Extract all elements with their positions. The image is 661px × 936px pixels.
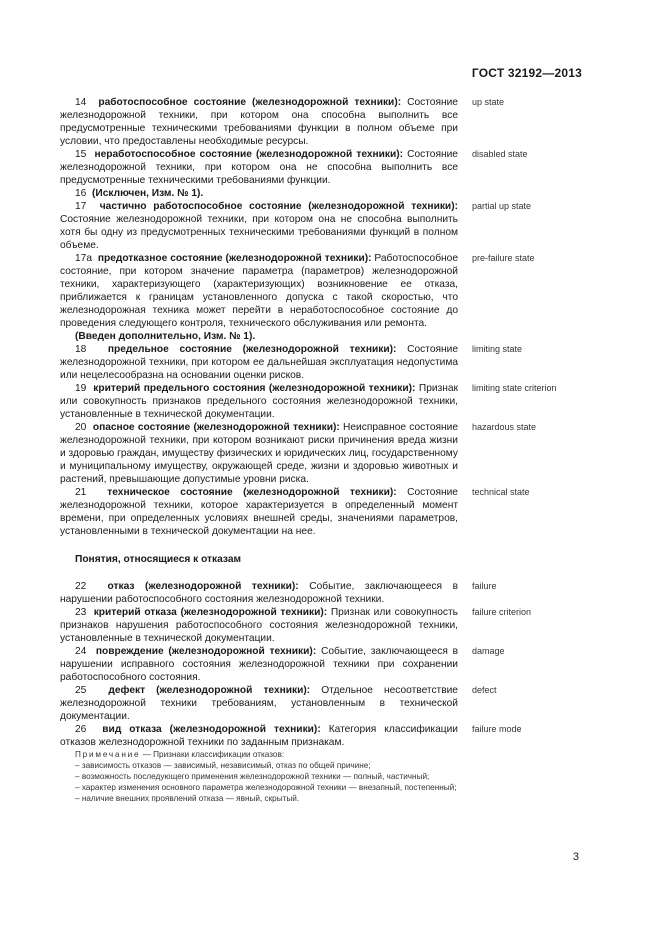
term-definition: Работоспособное состояние, при котором значение параметра (параметров) железнодорожной техники, характеризующего (характеризующих) возникновение ее отказа, приближается к границам установленного допуска с такой скоростью, что железнодорожная техника может перейти в неработоспособное состояние до проведения следующего контроля, технического обслуживания или ремонта. xyxy=(60,253,458,329)
english-equivalent: failure xyxy=(472,581,497,591)
note-item: – зависимость отказов — зависимый, независимый, отказ по общей причине; xyxy=(75,761,371,770)
term-entry-25: 25 дефект (железнодорожной техники): Отдельное несоответствие железнодорожной техники требованиям, установленным в технической документации. defect xyxy=(60,684,458,723)
term-entry-26: 26 вид отказа (железнодорожной техники): Категория классификации отказов железнодорожной техники по заданным признакам. failure mode xyxy=(60,723,458,749)
note-intro: — Признаки классификации отказов: xyxy=(140,750,285,759)
page-number: 3 xyxy=(572,851,579,863)
term-definition: Категория классификации отказов железнодорожной техники по заданным признакам. xyxy=(60,724,458,748)
term-definition: Признак или совокупность признаков предельного состояния железнодорожной техники, установленные в технической документации. xyxy=(60,383,458,420)
term-entry-22: 22 отказ (железнодорожной техники): Событие, заключающееся в нарушении работоспособного состояния железнодорожной техники. failure xyxy=(60,580,458,606)
term-definition: Событие, заключающееся в нарушении исправного состояния железнодорожной техники при сохранении работоспособного состояния. xyxy=(60,646,458,683)
term-definition: Состояние железнодорожной техники, при котором она способна выполнить все предусмотренные техническими требованиями функции в полном объеме при условии, что предоставлены необходимые ресурсы. xyxy=(60,97,458,147)
term-definition: Отдельное несоответствие железнодорожной техники требованиям, установленным в технической документации. xyxy=(60,685,458,722)
term-entry-17a: 17a предотказное состояние (железнодорожной техники): Работоспособное состояние, при котором значение параметра (параметров) железнодорожной техники, характеризующего (характеризующих) возникновение ее отказа, приближается к границам установленного допуска с такой скоростью, что железнодорожная техника может перейти в неработоспособное состояние до проведения следующего контроля, технического обслуживания или ремонта. pre-failure state xyxy=(60,252,458,330)
term-entry-19: 19 критерий предельного состояния (железнодорожной техники): Признак или совокупность признаков предельного состояния железнодорожной техники, установленные в технической документации. limiting state criterion xyxy=(60,382,458,421)
term-entry-24: 24 повреждение (железнодорожной техники): Событие, заключающееся в нарушении исправного состояния железнодорожной техники при сохранении работоспособного состояния. damage xyxy=(60,645,458,684)
term-title: работоспособное состояние (железнодорожной техники): xyxy=(98,97,402,108)
english-equivalent: defect xyxy=(472,685,497,695)
classification-note xyxy=(60,749,458,804)
term-entry-21: 21 техническое состояние (железнодорожной техники): Состояние железнодорожной техники, которое характеризуется в определенный момент времени, при определенных условиях внешней среды, значениями параметров, установленными в технической документации на нее. technical state xyxy=(60,486,458,538)
english-equivalent: pre-failure state xyxy=(472,253,535,263)
english-equivalent: partial up state xyxy=(472,201,532,211)
english-equivalent: failure mode xyxy=(472,724,522,734)
term-title: предотказное состояние (железнодорожной техники): xyxy=(97,253,372,264)
term-title: отказ (железнодорожной техники): xyxy=(107,581,299,592)
note-item: – характер изменения основного параметра железнодорожной техники — внезапный, постепенный; xyxy=(75,783,457,792)
term-title: частично работоспособное состояние (железнодорожной техники): xyxy=(99,201,458,212)
term-entry-17: 17 частично работоспособное состояние (железнодорожной техники): Состояние железнодорожной техники, при котором она не способна выполнить хотя бы одну из предусмотренных техническими требованиями функций в полном объеме. partial up state xyxy=(60,200,458,252)
term-title: неработоспособное состояние (железнодорожной техники): xyxy=(94,149,404,160)
term-entry-16: 16 (Исключен, Изм. № 1). xyxy=(75,188,204,199)
term-definition: Состояние железнодорожной техники, при котором она не способна выполнить хотя бы одну из предусмотренных техническими требованиями функций в полном объеме. xyxy=(60,214,458,251)
standard-designation: ГОСТ 32192—2013 xyxy=(471,66,582,80)
term-definition: Неисправное состояние железнодорожной техники, при котором возникают риски причинения вреда жизни и здоровью граждан, имуществу физических и юридических лиц, государственному и муниципальному имуществу, окружающей среде, жизни и здоровью животных и растений, превышающие допустимые уровни риска. xyxy=(60,422,458,485)
english-equivalent: up state xyxy=(472,97,505,107)
english-equivalent: failure criterion xyxy=(472,607,532,617)
term-entry-14: 14 работоспособное состояние (железнодорожной техники): Состояние железнодорожной техники, при котором она способна выполнить все предусмотренные техническими требованиями функции в полном объеме при условии, что предоставлены необходимые ресурсы. up state xyxy=(60,96,458,148)
note-item: – возможность последующего применения железнодорожной техники — полный, частичный; xyxy=(75,772,430,781)
term-title: критерий отказа (железнодорожной техники): xyxy=(93,607,328,618)
term-title: вид отказа (железнодорожной техники): xyxy=(102,724,321,735)
note-label: Примечание xyxy=(75,750,141,759)
term-title: дефект (железнодорожной техники): xyxy=(108,685,311,696)
english-equivalent: technical state xyxy=(472,487,530,497)
term-entry-20: 20 опасное состояние (железнодорожной техники): Неисправное состояние железнодорожной техники, при котором возникают риски причинения вреда жизни и здоровью граждан, имуществу физических и юридических лиц, государственному и муниципальному имуществу, окружающей среде, жизни и здоровью животных и растений, превышающие допустимые уровни риска. hazardous state xyxy=(60,421,458,486)
term-definition: Признак или совокупность признаков нарушения работоспособного состояния железнодорожной техники, установленные в технической документации. xyxy=(60,607,458,644)
section-title: Понятия, относящиеся к отказам xyxy=(75,554,242,565)
term-title: техническое состояние (железнодорожной техники): xyxy=(107,487,397,498)
term-definition: Состояние железнодорожной техники, при котором она не способна выполнить все предусмотренные техническими требованиями функции. xyxy=(60,149,458,186)
english-equivalent: hazardous state xyxy=(472,422,537,432)
term-entry-18: 18 предельное состояние (железнодорожной техники): Состояние железнодорожной техники, при котором ее дальнейшая эксплуатация недопустима или нецелесообразна на основании оценки рисков. limiting state xyxy=(60,343,458,382)
term-title: опасное состояние (железнодорожной техники): xyxy=(92,422,340,433)
term-title: критерий предельного состояния (железнодорожной техники): xyxy=(93,383,416,394)
term-title: повреждение (железнодорожной техники): xyxy=(95,646,317,657)
term-title: (Исключен, Изм. № 1). xyxy=(92,188,204,199)
term-entry-23: 23 критерий отказа (железнодорожной техники): Признак или совокупность признаков нарушения работоспособного состояния железнодорожной техники, установленные в технической документации. failure criterion xyxy=(60,606,458,645)
english-equivalent: limiting state xyxy=(472,344,523,354)
english-equivalent: damage xyxy=(472,646,505,656)
term-definition: Состояние железнодорожной техники, которое характеризуется в определенный момент времени, при определенных условиях внешней среды, значениями параметров, установленными в технической документации на нее. xyxy=(60,487,458,537)
english-equivalent: disabled state xyxy=(472,149,528,159)
term-definition: Событие, заключающееся в нарушении работоспособного состояния железнодорожной техники. xyxy=(60,581,458,605)
note-item: – наличие внешних проявлений отказа — явный, скрытый. xyxy=(75,794,300,803)
term-entry-15: 15 неработоспособное состояние (железнодорожной техники): Состояние железнодорожной техники, при котором она не способна выполнить все предусмотренные техническими требованиями функции. disabled state xyxy=(60,148,458,187)
term-title: предельное состояние (железнодорожной техники): xyxy=(107,344,397,355)
document-body xyxy=(60,96,557,804)
amendment-note: (Введен дополнительно, Изм. № 1). xyxy=(75,331,256,342)
english-equivalent: limiting state criterion xyxy=(472,383,557,393)
term-definition: Состояние железнодорожной техники, при котором ее дальнейшая эксплуатация недопустима или нецелесообразна на основании оценки рисков. xyxy=(60,344,458,381)
